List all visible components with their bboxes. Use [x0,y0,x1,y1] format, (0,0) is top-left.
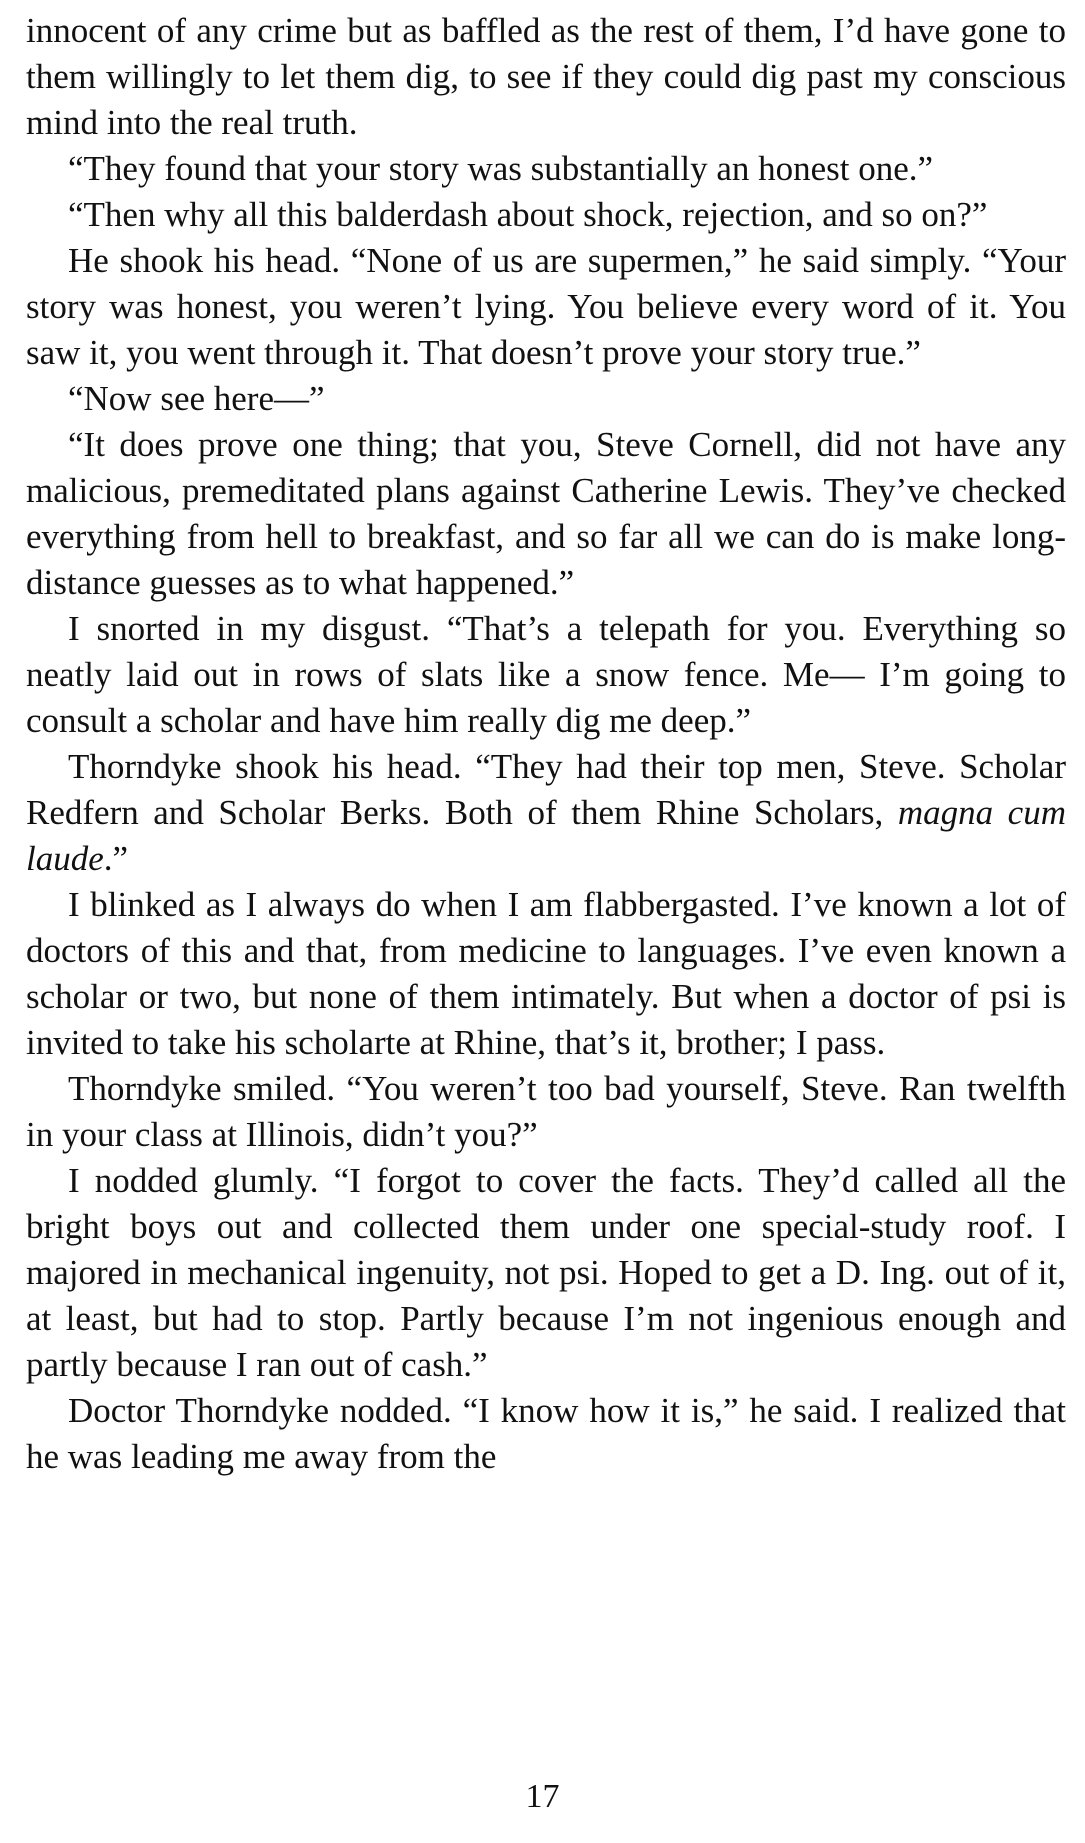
paragraph: Doctor Thorndyke nodded. “I know how it is,” he said. I realized that he was leading me away from the [26,1391,1066,1476]
paragraph: “Now see here—” [68,379,325,418]
italic-phrase: magna cum laude [26,793,1066,878]
paragraph-continued: innocent of any crime but as baffled as the rest of them, I’d have gone to them willingly to let them dig, to see if they could dig past my conscious mind into the real truth. [26,11,1066,142]
paragraph: “They found that your story was substantially an honest one.” [68,149,934,188]
paragraph: “It does prove one thing; that you, Steve Cornell, did not have any malicious, premeditated plans against Catherine Lewis. They’ve checked everything from hell to breakfast, and so far all we can do is make long-distance guesses as to what happened.” [26,425,1066,602]
paragraph: “Then why all this balderdash about shock, rejection, and so on?” [68,195,988,234]
paragraph-text: Thorndyke shook his head. “They had their top men, Steve. Scholar Redfern and Scholar Berks. Both of them Rhine Scholars, [26,747,1066,832]
page-number: 17 [525,1778,560,1815]
paragraph-with-italic [26,744,1066,882]
paragraph: I blinked as I always do when I am flabbergasted. I’ve known a lot of doctors of this and that, from medicine to languages. I’ve even known a scholar or two, but none of them intimately. But when a doctor of psi is invited to take his scholarte at Rhine, that’s it, brother; I pass. [26,885,1066,1062]
paragraph: Thorndyke smiled. “You weren’t too bad yourself, Steve. Ran twelfth in your class at Illinois, didn’t you?” [26,1069,1066,1154]
paragraph: He shook his head. “None of us are supermen,” he said simply. “Your story was honest, you weren’t lying. You believe every word of it. You saw it, you went through it. That doesn’t prove your story true.” [26,241,1066,372]
paragraph: I snorted in my disgust. “That’s a telepath for you. Everything so neatly laid out in rows of slats like a snow fence. Me— I’m going to consult a scholar and have him really dig me deep.” [26,609,1066,740]
paragraph-text: .” [103,839,129,878]
paragraph: I nodded glumly. “I forgot to cover the facts. They’d called all the bright boys out and collected them under one special-study roof. I majored in mechanical ingenuity, not psi. Hoped to get a D. Ing. out of it, at least, but had to stop. Partly because I’m not ingenious enough and partly because I ran out of cash.” [26,1161,1066,1384]
book-page [26,8,1066,1480]
